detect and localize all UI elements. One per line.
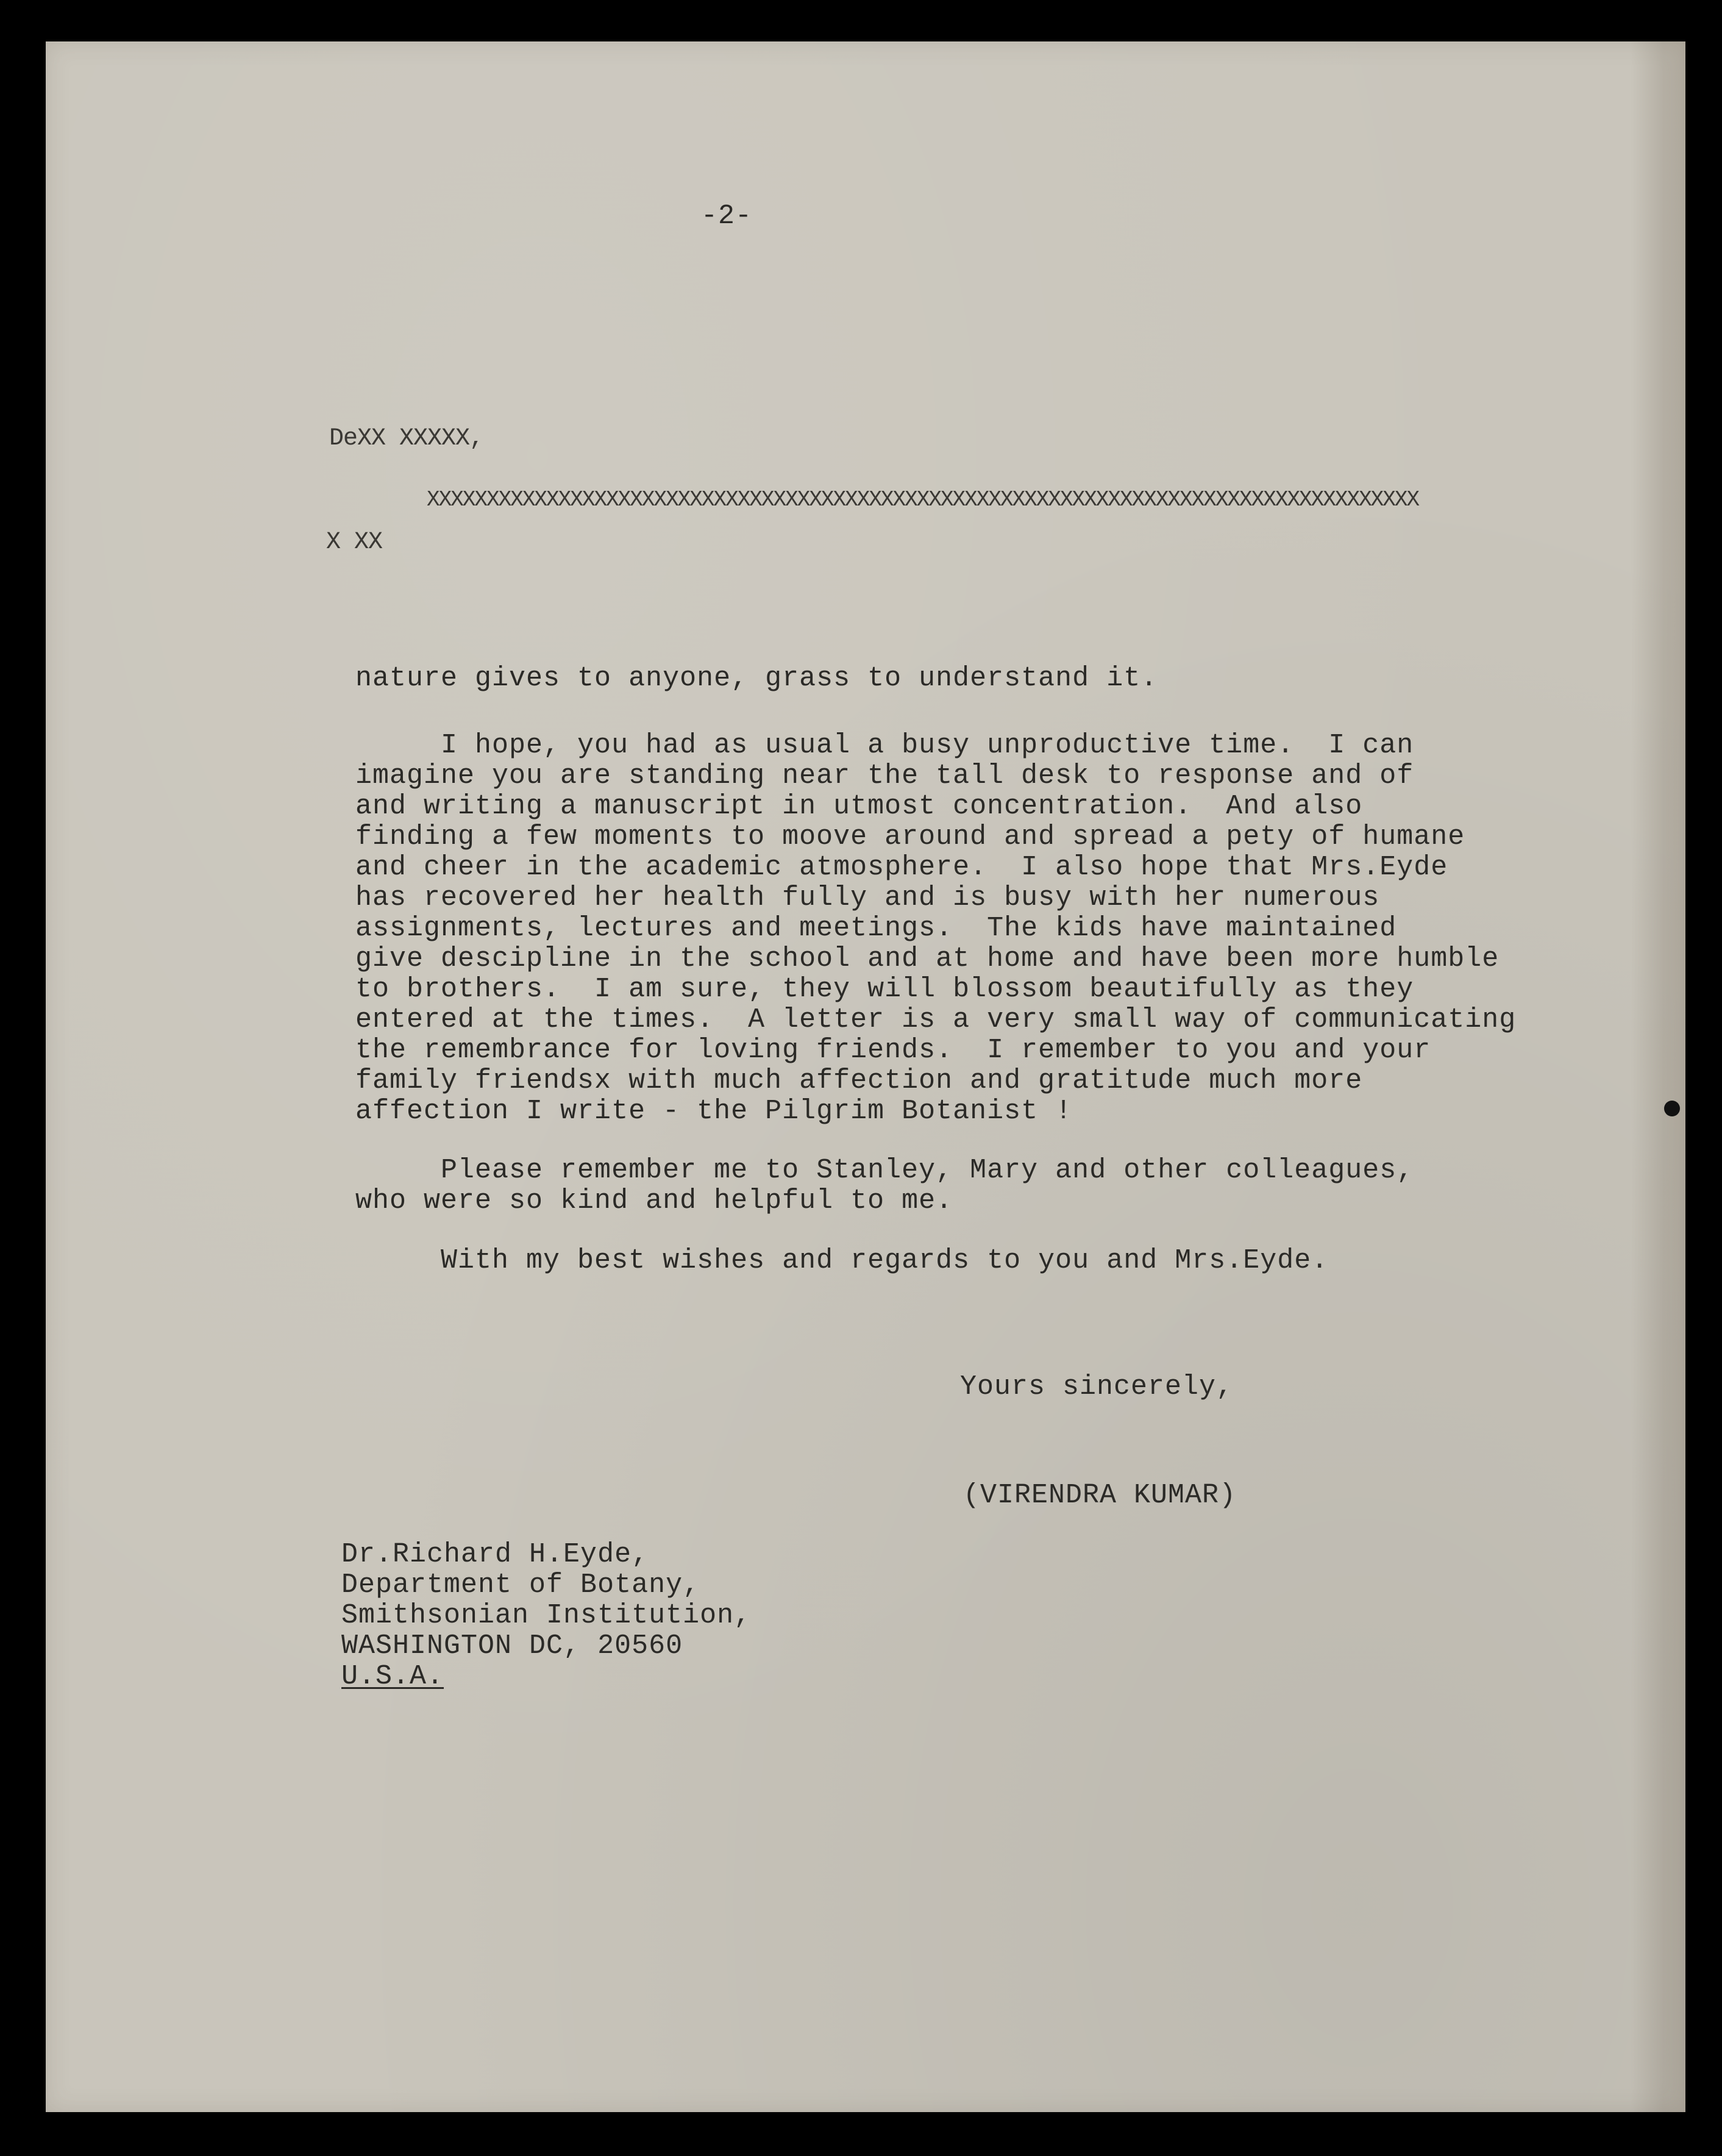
body-line: entered at the times. A letter is a very small way of communicating (355, 1004, 1517, 1035)
punch-hole (1664, 1101, 1680, 1116)
address-line: Department of Botany, (341, 1569, 700, 1601)
body-line: has recovered her health fully and is busy with her numerous (355, 882, 1380, 913)
page-number: -2- (701, 201, 753, 232)
body-line: who were so kind and helpful to me. (355, 1185, 953, 1216)
struck-salutation: DeXX XXXXX, (329, 425, 484, 452)
body-line: Please remember me to Stanley, Mary and other colleagues, (355, 1155, 1414, 1186)
body-line: With my best wishes and regards to you and Mrs.Eyde. (355, 1245, 1329, 1276)
body-line: affection I write - the Pilgrim Botanist ! (355, 1096, 1073, 1127)
signature: (VIRENDRA KUMAR) (963, 1480, 1237, 1511)
struck-line: XXXXXXXXXXXXXXXXXXXXXXXXXXXXXXXXXXXXXXXXXXXXXXXXXXXXXXXXXXXXXXXXXXXXXXXXXXXXXXXXXXX (427, 487, 1419, 512)
body-line: family friendsx with much affection and gratitude much more (355, 1065, 1363, 1096)
address-line: Dr.Richard H.Eyde, (341, 1539, 649, 1570)
address-line: Smithsonian Institution, (341, 1600, 752, 1631)
struck-line-short: X XX (326, 529, 383, 556)
body-line: give descipline in the school and at home and have been more humble (355, 943, 1500, 974)
body-line: I hope, you had as usual a busy unproductive time. I can (355, 730, 1414, 761)
address-line: WASHINGTON DC, 20560 (341, 1630, 683, 1662)
body-line: nature gives to anyone, grass to understand it. (355, 663, 1158, 694)
body-line: and writing a manuscript in utmost concentration. And also (355, 791, 1363, 822)
body-line: finding a few moments to moove around and spread a pety of humane (355, 821, 1465, 852)
body-line: and cheer in the academic atmosphere. I also hope that Mrs.Eyde (355, 852, 1448, 883)
body-line: imagine you are standing near the tall desk to response and of (355, 760, 1414, 791)
body-line: to brothers. I am sure, they will blossom beautifully as they (355, 974, 1414, 1005)
address-country: U.S.A. (341, 1661, 444, 1692)
body-line: assignments, lectures and meetings. The kids have maintained (355, 913, 1397, 944)
body-line: the remembrance for loving friends. I remember to you and your (355, 1035, 1431, 1066)
torn-right-edge (1631, 41, 1685, 2112)
closing: Yours sincerely, (960, 1371, 1234, 1402)
